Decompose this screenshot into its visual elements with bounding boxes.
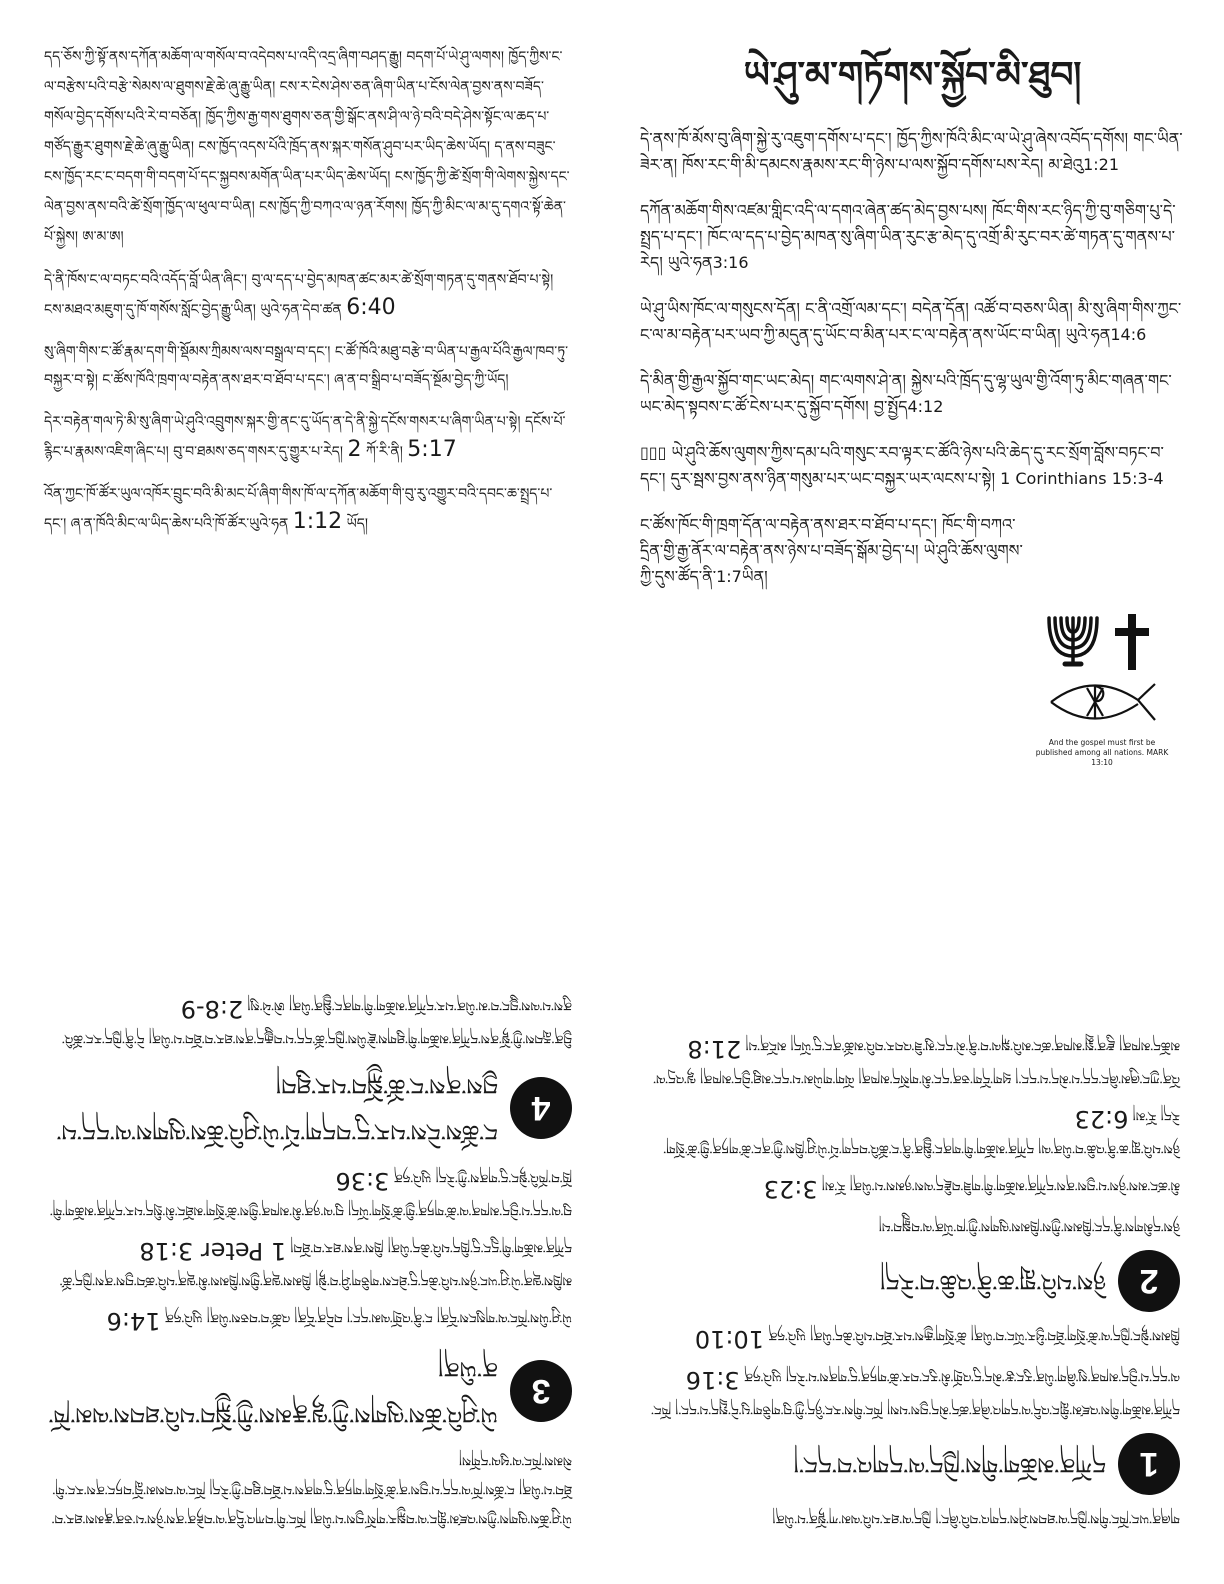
verse-tail: ཡིན།: [741, 567, 768, 586]
verse-book: ཀོ་རི་ནི།: [365, 444, 403, 460]
verse-tail: ཁྲིས་ནས་ཐར་བ་ཐོབ།: [290, 1239, 384, 1255]
menorah-icon: [1049, 618, 1097, 664]
section-4-header: [42, 1062, 572, 1154]
verse-ref: 21:8: [687, 1035, 742, 1063]
top-right-column: [640, 44, 1185, 610]
verse-text: དཀོན་མཆོག་གིས་འཛམ་གླིང་འདི་ལ་དགའ་ཞེན་ཚད་མེད་བྱས་པས། ཁོང་གིས་རང་ཉིད་ཀྱི་བུ་གཅིག་པུ་དེ་སྤྲད་པ་དང་། ཁོང་ལ་དད་པ་བྱེད་མཁན་སུ་ཞིག་ཡིན་རུང་རྩ་མེད་དུ་འགྲོ་མི་རུང་བར་ཚེ་གཏན་དུ་གནས་པ་རེད། ཡུའེ་ཧན: [640, 201, 1176, 272]
verse-john-6-40: [44, 266, 572, 324]
verse-paragraph: ཡེ་ཤུ་ཆོས་ལུགས་ཀྱིས་འཛམ་གླིང་ལ་བསྐྱར་གསོ་བྱས་པ་ཡིན། ཁོང་གི་བཀའ་དྲིན་ལ་བརྟེན་ནས་ཉེས་པ་ཅན་རྣམས་ཐར་བ་ཐོབ་པ་ཡིན། ང་ཚོས་ཁོ་ལ་དད་པ་བྱས་ན་ཚེ་སྲོག་གཏན་དུ་གནས་པ་ཐོབ་ཐུབ་ཀྱི་རེད། ཁོང་ལ་བསམ་བློ་བཏང་ནས་རང་གི་སེམས་ཁོང་ལ་ཕུལ་དགོས།: [51, 1452, 572, 1526]
verse-text: དེ་ནི་ཁོས་ང་ལ་བཏང་བའི་འདོད་བློ་ཡིན་ཞིང་། བུ་ལ་དད་པ་བྱེད་མཁན་ཚང་མར་ཚེ་སྲོག་གཏན་དུ་གནས་ཐོབ་པ་སྟེ། ངས་མཐའ་མཇུག་དུ་ཁོ་གསོས་སློང་བྱེད་རྒྱུ་ཡིན། ཡུའེ་ཧན་དེབ་ཚན: [44, 272, 554, 318]
section-heading: ཡེ་ཤུའི་ཆོས་ལུགས་ཀྱི་ལྷ་རྣམས་ཀྱི་སྐྱོབ་པའི་ཐབས་ལམ་ཁོ་ན་ཡིན།: [48, 1354, 498, 1428]
verse-romans-3-23: [650, 1170, 1180, 1203]
verse-ref: 10:10: [694, 1325, 764, 1353]
verse-text: འོན་ཀྱང་ཞུམ་ཞིང་དད་པ་མེད་པ་དང་། ཕྲག་དོག་ཅན་དང་མི་གསོད་མཁན། ལོག་གཡེམ་པ་དང་མཐུ་བྱེད་མཁན། ལྷ་འདྲ་ལ་མཆོད་མཁན། རྫུན་སྨྲ་མཁན་ཚང་མའི་སྐལ་བ་ནི་མེ་དང་མུ་ཟི་འབར་བའི་མཚོ་ནང་དུ་ཡོད།: [653, 1037, 1180, 1086]
verse-text: ཡེ་ཤུའི་ཆོས་ལུགས་ཀྱིས་དམ་པའི་གསུང་རབ་ལྟར་ང་ཚོའི་ཉེས་པའི་ཆེད་དུ་རང་སྲོག་བློས་བཏང་བ་དང་། དུར་སྦས་བྱས་ནས་ཉིན་གསུམ་པར་ཡང་བསྐྱར་ཡར་ལངས་པ་སྟེ།: [640, 443, 1164, 488]
verse-text: དེ་ནས་ཁོ་མོས་བུ་ཞིག་སྐྱེ་རུ་འཇུག་དགོས་པ་དང་། ཁྱོད་ཀྱིས་ཁོའི་མིང་ལ་ཡེ་ཤུ་ཞེས་འབོད་དགོས། གང་ཡིན་ཟེར་ན། ཁོས་རང་གི་མི་དམངས་རྣམས་རང་གི་ཉེས་པ་ལས་སྐྱོབ་དགོས་པས་རེད། མ་ཐེའུ: [640, 129, 1183, 174]
verse-tail: ཡོད།: [346, 516, 368, 532]
verse-ephesians-1-7: [640, 512, 1025, 590]
section-heading: དཀོན་མཆོག་གིས་ཁྱེད་ལ་དགའ་བ་དང་།: [793, 1450, 1106, 1478]
verse-john-3-16: [640, 198, 1185, 276]
top-left-column: [44, 42, 572, 544]
section-1-header: [650, 1433, 1180, 1495]
section-heading: ཉེས་པའི་གླ་ཆ་ནི་འཆི་བ་རེད།: [880, 1267, 1106, 1295]
emblem-graphic: [1043, 612, 1161, 730]
verse-ephesians-2-8-9: [42, 990, 572, 1052]
verse-paragraph: སུ་ཞིག་གིས་ང་ཚོ་རྣམ་དག་གི་སྡོམས་ཀྲིམས་ལས་བསྒྲལ་བ་དང་། ང་ཚོ་ཁོའི་མཐུ་བརྩེ་བ་ཡིན་པ་རྒྱལ་པོའི་རྒྱལ་ཁབ་ཏུ་བསྐྱར་བ་སྟེ། ང་ཚོས་ཁོའི་ཁྲག་ལ་བརྟེན་ནས་ཐར་བ་ཐོབ་པ་དང་། ཞ་ན་བ་སྒྲིབ་པ་བཟོད་སྔོམ་བྱེད་ཀྱི་ཡོད།: [44, 344, 569, 388]
verse-ref: 3:36: [335, 1167, 390, 1195]
verse-ref: 4:12: [907, 397, 944, 416]
verse-matthew-1-21: [640, 126, 1185, 178]
bottom-right-panel: [650, 842, 1180, 1532]
verse-ref: 6:40: [346, 295, 396, 320]
section-number-badge: 1: [1118, 1433, 1180, 1495]
ichthys-icon: [1051, 684, 1155, 720]
verse-book: ཡུའེ་ཧན: [164, 1309, 203, 1325]
verse-text: བུ་ལ་དད་པ་བྱེད་མཁན་ལ་ཚེ་གཏན་གྱི་ཚེ་སྲོག་ཡོད། བུ་ལ་ཉན་མི་མཁན་གྱིས་ཚེ་སྲོག་མཐོང་མི་སྲིད་པར་དཀོན་མཆོག་གི་ཁྲོ་བ་ཁོའི་སྟེང་དུ་གནས་ཀྱི་རེད།: [49, 1169, 572, 1218]
verse-ref-chapter: 2: [347, 437, 362, 462]
verse-ref: 3:16: [685, 1366, 740, 1394]
verse-john-10-10: [650, 1320, 1180, 1353]
verse-john-14-6: [640, 296, 1185, 348]
verse-1peter-3-18: [42, 1232, 572, 1294]
verse-text: བྱིན་རླབས་ཀྱི་སྟོ་ནས་དཀོན་མཆོག་གི་ཐུགས་རྗེ་ཡིས་ཁྱེད་ཚོ་དད་པ་བརྒྱུད་ནས་ཐར་བ་ཐོབ་པ་ཡིན། དེ་ནི་ཁྱེད་རང་ཚོའི་ནུས་པ་ལས་བྱུང་བ་མ་ཡིན་པར་དཀོན་མཆོག་གི་གནང་སྦྱིན་ཡིན།: [61, 997, 572, 1046]
verse-ref: 3:23: [763, 1175, 818, 1203]
verse-paragraph: གཞན་ཡང་ཁོང་གིས་ཁྱེད་ལ་ཐབས་ཤེས་དགའ་བའི་ཞིང་། ཁྱེད་ལ་ཐར་པའི་ལམ་ཀ་སྟོན་པ་ཡིན།: [772, 1510, 1180, 1526]
section-heading: ང་ཚོས་ངེས་པར་དུ་བདག་པོ་ཡེ་ཤུའི་ཆོས་ལུགས་ལ་དད་པ་བྱས་ནས་ང་ཚོ་སྐྱོབ་པར་ཐུབ།: [56, 1071, 498, 1145]
section-number-badge: 3: [510, 1360, 572, 1422]
verse-ref: 2:8-9: [180, 995, 244, 1023]
verse-book: ཡུའེ་ཧན: [393, 1169, 432, 1185]
page-title: ཡེ་ཤུ་མ་གཏོགས་སྐྱོབ་མི་ཐུབ།: [743, 55, 1082, 96]
verse-text: ཡེ་ཤུ་ཡིས་ཁོང་ལ་གསུངས་དོན། ང་ནི་འགྲོ་ལམ་དང་། བདེན་དོན། འཚོ་བ་བཅས་ཡིན།: [206, 1309, 572, 1325]
verse-john-3-36: [42, 1162, 572, 1224]
verse-ref: 1 Corinthians 15:3-4: [1000, 469, 1164, 488]
missing-glyphs: ▯▯▯: [640, 443, 667, 462]
verse-ref: 1:21: [1083, 155, 1119, 174]
verse-text: མཁྲིས་ལྡན་ཡེ་ཤུ་ཡང་ཉེས་པའི་ཆེད་དུ་ཐེངས་གཅིག་ཤི་བ་སྟེ། ཁྲིམས་ལྡན་གྱིས་ཁྲིམས་མི་ལྡན་པའི་ཚབ་བྱས་ནས་ཁྱེད་ཚོ་དཀོན་མཆོག་གི་དྲུང་དུ་ཁྲིད་པའི་ཆེད་ཡིན།: [59, 1239, 572, 1288]
verse-text: དཀོན་མཆོག་གིས་འཛམ་གླིང་འདི་ལ་དགའ་ཞེན་ཚད་མེད་བྱས་པས། ཁོང་གིས་རང་ཉིད་ཀྱི་བུ་གཅིག་པུ་དེ་སྤྲད་པ་དང་། ཁོང་ལ་དད་པ་བྱེད་མཁན་སུ་ཞིག་ཡིན་རུང་རྩ་མེད་དུ་འགྲོ་མི་རུང་བར་ཚེ་གཏན་དུ་གནས་པ་རེད། ཡུའེ་ཧན: [650, 1368, 1180, 1417]
verse-acts-4-12: [640, 368, 1185, 420]
verse-john-14-6: [42, 1302, 572, 1335]
section-number-badge: 2: [1118, 1250, 1180, 1312]
emblem-caption: And the gospel must first be published among all nations. MARK 13:10: [1035, 738, 1169, 767]
verse-book: མངོན་པ།: [745, 1037, 787, 1053]
verse-john-1-12: [44, 480, 572, 538]
verse-text: ཡེ་ཤུ་ཡིས་ཁོང་ལ་གསུངས་དོན། ང་ནི་འགྲོ་ལམ་དང་། བདེན་དོན། འཚོ་བ་བཅས་ཡིན། མི་སུ་ཞིག་གིས་ཀྱང་ང་ལ་མ་བརྟེན་པར་ཡབ་ཀྱི་མདུན་དུ་ཡོང་བ་མིན་པར་ང་ལ་བརྟེན་ནས་ཡོང་བ་ཡིན། ཡུའེ་ཧན: [640, 299, 1182, 344]
verse-romans-6-23: [650, 1100, 1180, 1162]
verse-ref: 1:12: [292, 509, 343, 534]
verse-text: མི་ཚང་མས་ཉེས་པ་བྱས་ནས་དཀོན་མཆོག་གི་གཟི་བརྗིད་ལས་ཉམས་པ་ཡིན། རོ་མ།: [821, 1177, 1180, 1193]
verse-text: འོན་ཀྱང་ཁོ་ཚོར་ཡུལ་འཁོར་བྲུང་བའི་མི་མང་པོ་ཞིག་གིས་ཁོ་ལ་དཀོན་མཆོག་གི་བུ་རུ་འགྱུར་བའི་དབང་ཆ་སྤྲད་པ་དང་། ཞ་ན་ཁོའི་མིང་ལ་ཡིད་ཆེས་པའི་ཁོ་ཚོར་ཡུའེ་ཧན: [44, 486, 553, 532]
prayer-paragraph: དད་ཅོས་ཀྱི་སྟོ་ནས་དཀོན་མཆོག་ལ་གསོལ་བ་འདེབས་པ་འདི་འདྲ་ཞིག་བཤད་རྒྱུ། བདག་པོ་ཡེ་ཤུ་ལགས། ཁྱོད་ཀྱིས་ང་ལ་བརྩེས་པའི་བརྩེ་སེམས་ལ་ཐུགས་རྗེ་ཆེ་ཞུ་རྒྱུ་ཡིན། ངས་ར་ངེས་ཤེས་ཅན་ཞིག་ཡིན་པ་ངོས་ལེན་བྱས་ནས་བཟོད་གསོལ་བྱེད་དགོས་པའི་རེ་བ་བཅོན། ཁྱོད་ཀྱིས་རྒྱ་གས་ཐུགས་ཅན་གྱི་སྒོང་ནས་ཤི་ལ་ཉེ་བའི་བདེ་ཤེས་སྟོང་ལ་ཆད་པ་གཙོད་རྒྱུར་ཐུགས་རྗེ་ཆེ་ཞུ་རྒྱུ་ཡིན། ངས་ཁྱོད་འདས་པོའི་ཁྲོད་ནས་སྐར་གསོན་ཤུབ་པར་ཡིད་ཆེས་ཡོད། ད་ནས་བཟུང་ངས་ཁྱོད་རང་ང་བདག་གི་བདག་པོ་དང་སྐྱབས་མགོན་ཡིན་པར་ཡིད་ཆེས་ཡོད། ངས་ཁྱོད་ཀྱི་ཚེ་སྲོག་གི་ལེགས་སྐྱེས་དང་ལེན་བྱས་ནས་བའི་ཚེ་སྲོག་ཁྱོད་ལ་ཕུལ་བ་ཡིན། ངས་ཁྱོད་ཀྱི་བཀའ་ལ་ཉན་རོགས། ཁྱོད་ཀྱི་མིང་ལ་མ་དུ་དགའ་སྟོ་ཆེན་པོ་སྐྱེས། ཨ་མ་ཨ།: [44, 49, 570, 245]
verse-ref: 5:17: [407, 437, 457, 462]
verse-john-3-16: [650, 1361, 1180, 1423]
verse-book: རོ་མ།: [1132, 1107, 1157, 1123]
verse-2cor-5-17: [44, 408, 572, 466]
verse-1cor-15-3-4: [640, 440, 1185, 492]
verse-ref: 1:7: [716, 567, 742, 586]
verse-ref: 6:23: [1074, 1105, 1129, 1133]
verse-text: ཁྲིམས་སྟེང་ཁྱེད་ལ་ཚེ་སྲོག་ཐོབ་ཕྱིར་ཡོང་བ་ཡིན། ཚེ་སྲོག་རྒྱས་པར་ཐོབ་པའི་ཆེད་ཡིན། ཡུའེ་ཧན: [768, 1327, 1180, 1343]
verse-text: ཉེས་པའི་གླ་ཆ་ནི་འཆི་བ་ཡིན་ལ། དཀོན་མཆོག་གི་གནང་སྦྱིན་ནི་ང་ཚོའི་བདག་པོ་ཡེ་ཤུ་ཁྲིས་ཀྱི་ནང་ཚེ་གཏན་གྱི་ཚེ་སྲོག་རེད།: [663, 1107, 1180, 1156]
verse-ref: 3:16: [712, 253, 749, 272]
verse-ref: 1 Peter 3:18: [139, 1237, 287, 1265]
verse-book: ཨེ་ཕེ་སུ།: [247, 997, 285, 1013]
section-subheading: ཉེས་དམིགས་ནི་དང་ཁྲིམས་ཀྱིས་ཁྲིམས་ལུགས་ཀྱི་ཁ་ཡོན་ལ་བསྒྲུབ་པ།: [878, 1218, 1180, 1234]
verse-ref: 14:6: [1110, 325, 1147, 344]
bottom-left-panel: [42, 820, 572, 1532]
section-number-badge: 4: [510, 1077, 572, 1139]
section-3-header: [42, 1345, 572, 1437]
verse-revelation-21-8: [650, 1030, 1180, 1092]
verse-text: དེར་བརྟེན་གལ་ཏེ་མི་སུ་ཞིག་ཡེ་ཤུའི་འབྲུགས་སྐར་གྱི་ནང་དུ་ཡོད་ན་དེ་ནི་སྐྱེ་དངོས་གསར་པ་ཞིག་ཡིན་པ་སྟེ། དངོས་པོ་རྙིང་པ་རྣམས་འཇིག་ཞིང་པ། བུ་བ་ཐམས་ཅད་གསར་དུ་གྱུར་པ་རེད།: [44, 414, 566, 460]
cross-icon: [1115, 614, 1149, 670]
verse-text: དེ་མིན་གྱི་རྒྱལ་སྐྱོབ་གང་ཡང་མེད། གང་ལགས་ཤེ་ན། སྐྱེས་པའི་ཁྲོད་དུ་ལྷ་ཡུལ་གྱི་འོག་ཏུ་མིང་གཞན་གང་ཡང་མེད་སྟབས་ང་ཚོ་ངེས་པར་དུ་སྐྱོབ་དགོས། བྱ་སྤྱོད: [640, 371, 1172, 416]
verse-text: ང་ཚོས་ཁོང་གི་ཁྲག་དོན་ལ་བརྟེན་ནས་ཐར་བ་ཐོབ་པ་དང་། ཁོང་གི་བཀའ་དྲིན་གྱི་རྒྱ་ནོར་ལ་བརྟེན་ནས་ཉེས་པ་བཟོད་སྒོམ་བྱེད་པ། ཡེ་ཤུའི་ཆོས་ལུགས་ཀྱི་དུས་ཚོད་ནི་: [640, 515, 1023, 586]
verse-ref: 14:6: [106, 1307, 161, 1335]
faith-emblem: [1032, 612, 1172, 768]
section-2-header: [650, 1250, 1180, 1312]
